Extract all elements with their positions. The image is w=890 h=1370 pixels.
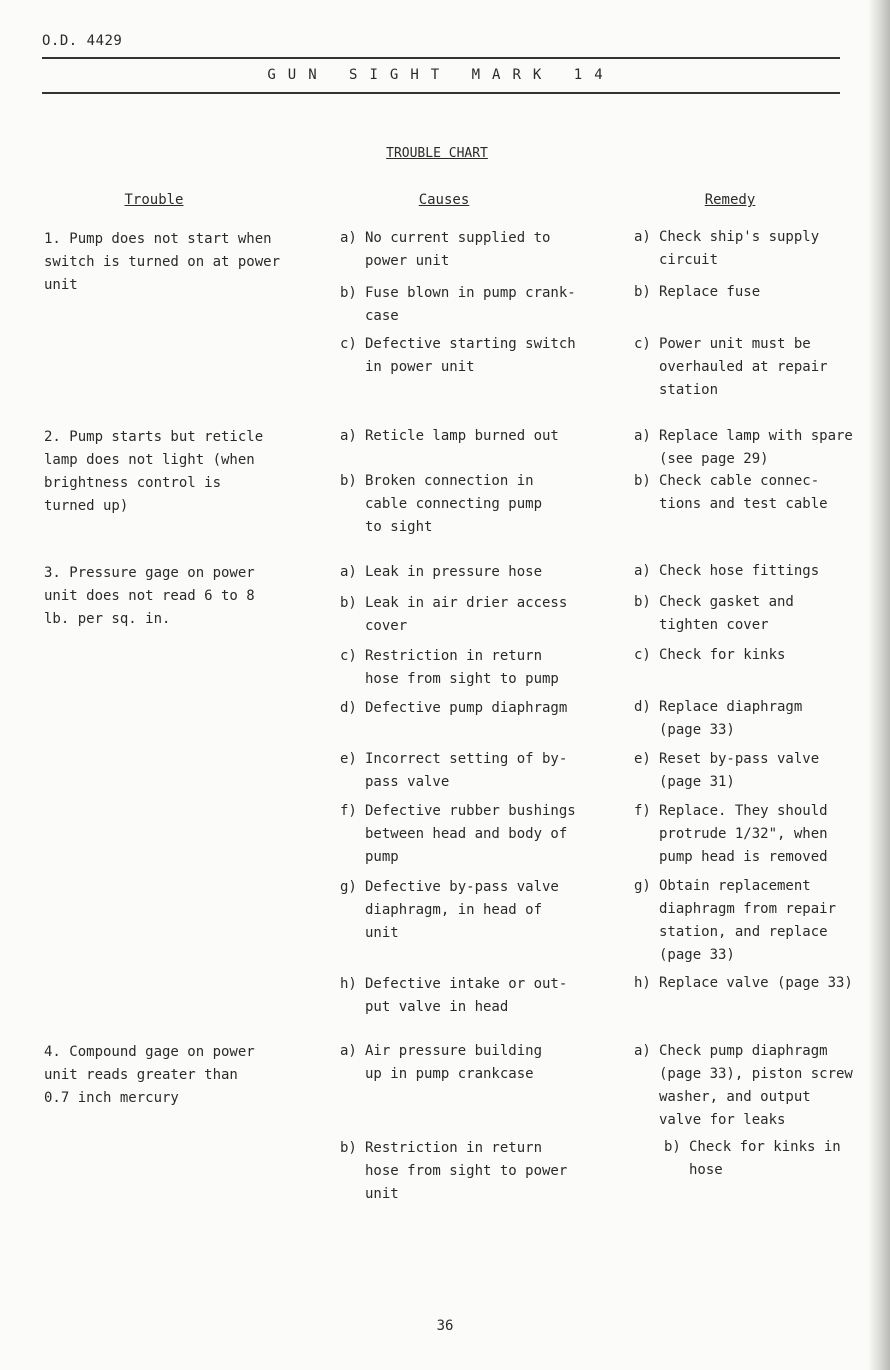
cause-label: b) (340, 285, 357, 301)
cause-line: hose from sight to power (365, 1163, 568, 1179)
cause-line: Leak in air drier access (365, 595, 568, 611)
header-rule-top (42, 57, 840, 59)
cause-item (340, 425, 559, 448)
remedy-item (634, 748, 819, 794)
trouble-line: brightness control is (44, 475, 222, 491)
remedy-item (634, 1040, 853, 1132)
trouble-line: unit (44, 277, 78, 293)
header-title: GUN SIGHT MARK 14 (267, 67, 615, 83)
trouble-item (44, 228, 280, 297)
remedy-line: Check cable connec- (659, 473, 820, 489)
remedy-label: d) (634, 699, 651, 715)
remedy-item (634, 333, 828, 402)
remedy-line: station (659, 382, 719, 398)
cause-line: diaphragm, in head of (365, 902, 543, 918)
trouble-line: 1. Pump does not start when (44, 231, 272, 247)
cause-label: a) (340, 564, 357, 580)
cause-line: Reticle lamp burned out (365, 428, 559, 444)
cause-line: Defective starting switch (365, 336, 576, 352)
remedy-line: Replace diaphragm (659, 699, 803, 715)
remedy-item (634, 875, 836, 967)
column-header-causes: Causes (418, 192, 470, 208)
trouble-line: 2. Pump starts but reticle (44, 429, 264, 445)
remedy-line: Check pump diaphragm (659, 1043, 828, 1059)
cause-label: f) (340, 803, 357, 819)
cause-line: Defective rubber bushings (365, 803, 576, 819)
cause-line: in power unit (365, 359, 475, 375)
cause-item (340, 697, 567, 720)
remedy-label: a) (634, 229, 651, 245)
cause-line: Restriction in return (365, 1140, 543, 1156)
remedy-line: Obtain replacement (659, 878, 811, 894)
remedy-label: c) (634, 336, 651, 352)
remedy-item (634, 800, 828, 869)
remedy-item (634, 470, 828, 516)
trouble-line: 3. Pressure gage on power (44, 565, 255, 581)
remedy-label: e) (634, 751, 651, 767)
remedy-line: Replace. They should (659, 803, 828, 819)
header-rule-bottom (42, 92, 840, 94)
cause-item (340, 1040, 542, 1086)
remedy-item (634, 972, 853, 995)
cause-line: cover (365, 618, 408, 634)
remedy-item (664, 1136, 841, 1182)
cause-label: h) (340, 976, 357, 992)
trouble-line: 4. Compound gage on power (44, 1044, 255, 1060)
remedy-label: a) (634, 563, 651, 579)
remedy-line: tighten cover (659, 617, 769, 633)
trouble-line: unit reads greater than (44, 1067, 238, 1083)
remedy-line: (page 33), piston screw (659, 1066, 853, 1082)
cause-line: hose from sight to pump (365, 671, 559, 687)
remedy-item (634, 226, 819, 272)
trouble-line: unit does not read 6 to 8 (44, 588, 255, 604)
remedy-label: a) (634, 1043, 651, 1059)
remedy-line: circuit (659, 252, 719, 268)
cause-line: No current supplied to (365, 230, 551, 246)
remedy-item (634, 644, 785, 667)
remedy-line: Replace fuse (659, 284, 761, 300)
remedy-label: b) (634, 284, 651, 300)
remedy-line: (page 33) (659, 947, 735, 963)
remedy-label: h) (634, 975, 651, 991)
cause-line: case (365, 308, 399, 324)
cause-line: put valve in head (365, 999, 509, 1015)
remedy-item (634, 425, 853, 471)
cause-item (340, 645, 559, 691)
trouble-line: lb. per sq. in. (44, 611, 171, 627)
cause-label: c) (340, 336, 357, 352)
remedy-item (634, 281, 760, 304)
document-id: O.D. 4429 (42, 33, 123, 49)
cause-label: g) (340, 879, 357, 895)
cause-line: unit (365, 925, 399, 941)
trouble-line: switch is turned on at power (44, 254, 281, 270)
cause-line: to sight (365, 519, 433, 535)
cause-label: a) (340, 428, 357, 444)
remedy-item (634, 560, 819, 583)
cause-line: Air pressure building (365, 1043, 543, 1059)
remedy-line: diaphragm from repair (659, 901, 837, 917)
remedy-label: a) (634, 428, 651, 444)
remedy-line: Replace lamp with spare (659, 428, 853, 444)
remedy-line: Check ship's supply (659, 229, 820, 245)
cause-item (340, 333, 576, 379)
remedy-line: Check hose fittings (659, 563, 820, 579)
cause-line: Defective by-pass valve (365, 879, 559, 895)
remedy-line: station, and replace (659, 924, 828, 940)
remedy-line: pump head is removed (659, 849, 828, 865)
remedy-label: c) (634, 647, 651, 663)
cause-line: cable connecting pump (365, 496, 543, 512)
cause-item (340, 1137, 567, 1206)
trouble-line: turned up) (44, 498, 129, 514)
remedy-label: b) (634, 594, 651, 610)
remedy-line: hose (689, 1162, 723, 1178)
cause-item (340, 876, 559, 945)
cause-label: c) (340, 648, 357, 664)
remedy-item (634, 591, 794, 637)
remedy-label: b) (634, 473, 651, 489)
cause-line: Defective pump diaphragm (365, 700, 568, 716)
remedy-line: (page 33) (659, 722, 735, 738)
remedy-line: (page 31) (659, 774, 735, 790)
remedy-line: Check for kinks in (689, 1139, 841, 1155)
remedy-line: valve for leaks (659, 1112, 786, 1128)
cause-label: b) (340, 473, 357, 489)
cause-item (340, 470, 542, 539)
remedy-line: Power unit must be (659, 336, 811, 352)
remedy-line: (see page 29) (659, 451, 769, 467)
cause-line: Leak in pressure hose (365, 564, 543, 580)
trouble-item (44, 1041, 255, 1110)
column-header-remedy: Remedy (704, 192, 756, 208)
cause-item (340, 592, 567, 638)
remedy-line: overhauled at repair (659, 359, 828, 375)
cause-line: pump (365, 849, 399, 865)
column-header-trouble: Trouble (124, 192, 184, 208)
trouble-item (44, 562, 255, 631)
remedy-line: Reset by-pass valve (659, 751, 820, 767)
page-edge-shadow (868, 0, 890, 1370)
cause-line: Defective intake or out- (365, 976, 568, 992)
remedy-line: Check for kinks (659, 647, 786, 663)
cause-item (340, 800, 576, 869)
page-number: 36 (436, 1318, 454, 1334)
cause-item (340, 561, 542, 584)
cause-line: up in pump crankcase (365, 1066, 534, 1082)
remedy-line: Check gasket and (659, 594, 794, 610)
remedy-line: protrude 1/32", when (659, 826, 828, 842)
chart-title: TROUBLE CHART (386, 146, 488, 161)
cause-label: b) (340, 1140, 357, 1156)
remedy-item (634, 696, 802, 742)
remedy-line: washer, and output (659, 1089, 811, 1105)
cause-line: Broken connection in (365, 473, 534, 489)
cause-line: power unit (365, 253, 450, 269)
cause-line: Restriction in return (365, 648, 543, 664)
cause-item (340, 748, 567, 794)
trouble-line: lamp does not light (when (44, 452, 255, 468)
remedy-line: tions and test cable (659, 496, 828, 512)
cause-line: pass valve (365, 774, 450, 790)
cause-label: a) (340, 230, 357, 246)
cause-item (340, 282, 576, 328)
cause-label: b) (340, 595, 357, 611)
cause-line: unit (365, 1186, 399, 1202)
cause-item (340, 227, 550, 273)
cause-line: Fuse blown in pump crank- (365, 285, 576, 301)
cause-line: Incorrect setting of by- (365, 751, 568, 767)
remedy-label: b) (664, 1139, 681, 1155)
cause-label: e) (340, 751, 357, 767)
remedy-line: Replace valve (page 33) (659, 975, 853, 991)
cause-item (340, 973, 567, 1019)
trouble-item (44, 426, 263, 518)
cause-label: a) (340, 1043, 357, 1059)
cause-label: d) (340, 700, 357, 716)
remedy-label: g) (634, 878, 651, 894)
cause-line: between head and body of (365, 826, 568, 842)
trouble-line: 0.7 inch mercury (44, 1090, 179, 1106)
remedy-label: f) (634, 803, 651, 819)
